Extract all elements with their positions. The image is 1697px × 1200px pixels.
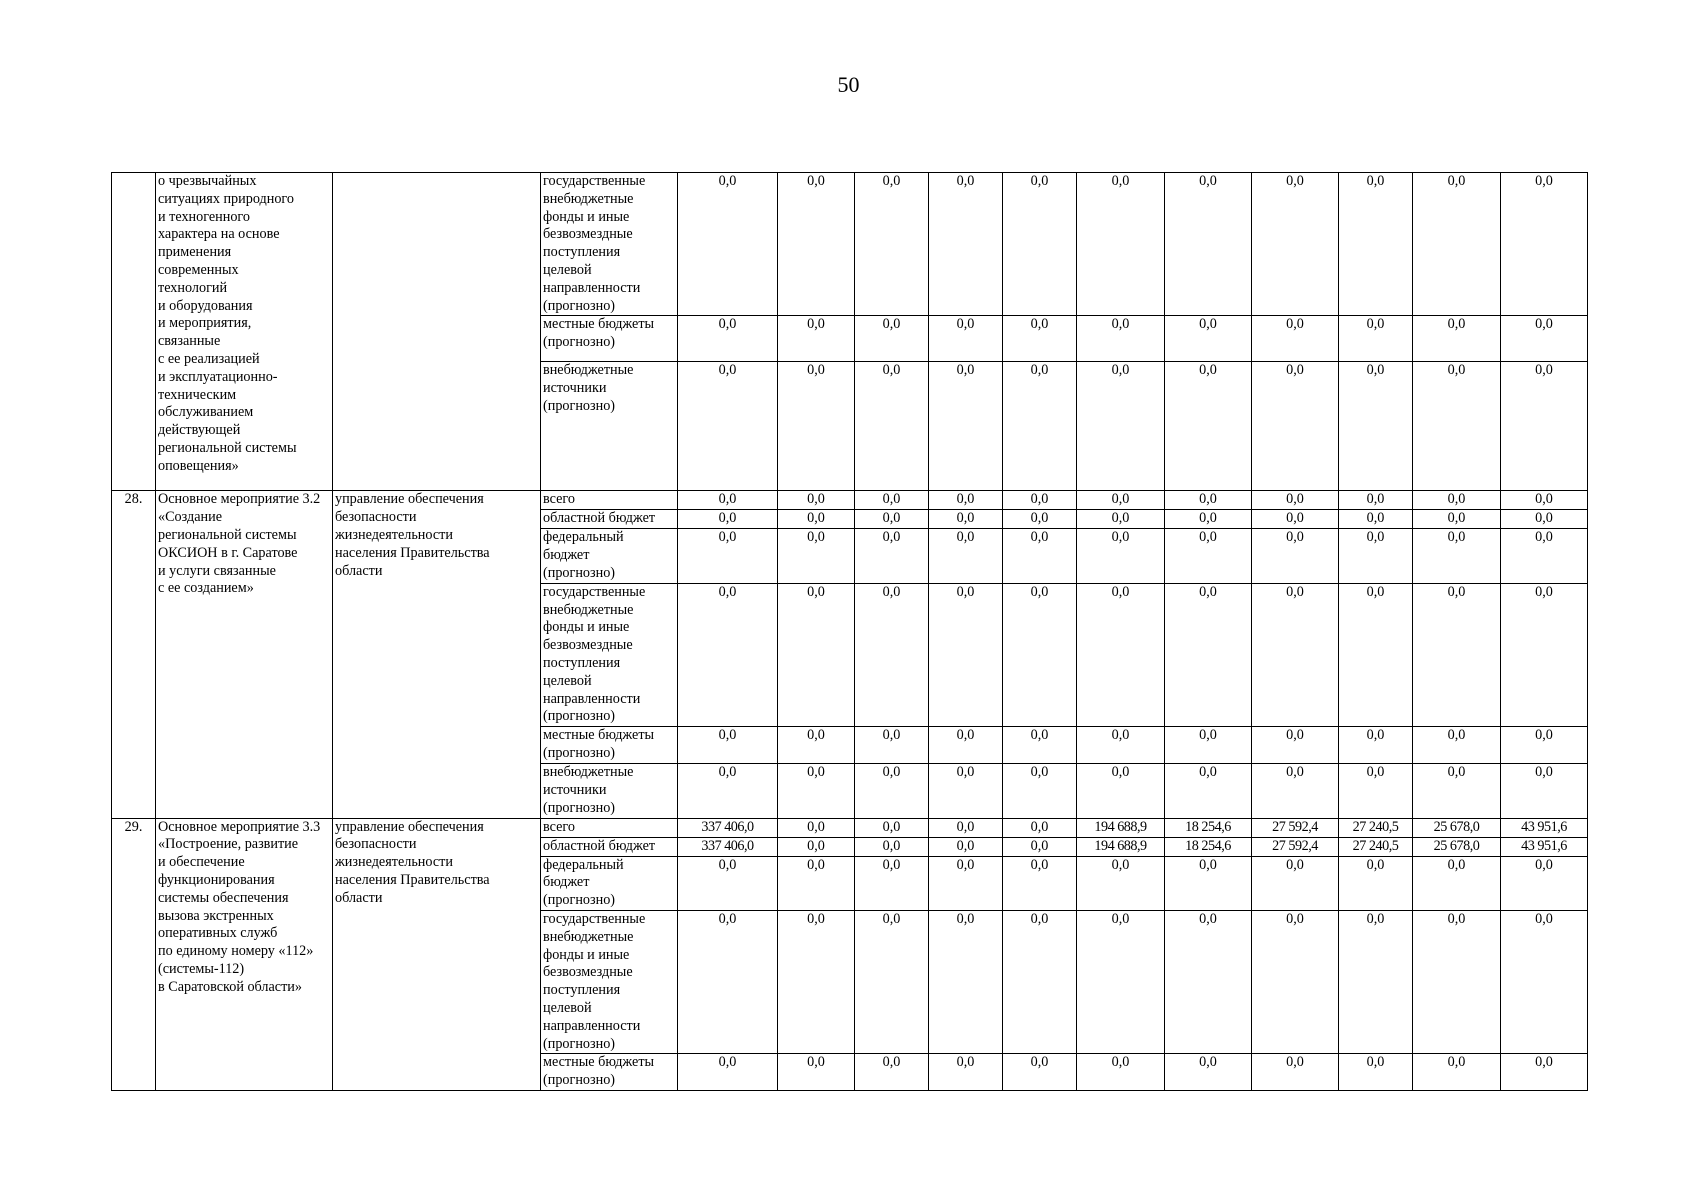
amount-cell: 0,0: [929, 764, 1003, 818]
amount-cell: 0,0: [1165, 529, 1252, 583]
funding-source-text: государственные внебюджетные фонды и иные безвозмездные поступления целевой направленности (прогнозно): [543, 173, 646, 314]
amount-cell: 0,0: [778, 583, 855, 726]
amount-cell: 0,0: [855, 727, 929, 764]
amount-cell: 0,0: [1077, 529, 1165, 583]
amount-cell: 0,0: [678, 856, 778, 910]
amount-cell: 0,0: [1339, 173, 1413, 316]
amount-cell: 0,0: [1165, 764, 1252, 818]
funding-source: [541, 856, 678, 910]
amount-cell: 0,0: [1339, 362, 1413, 491]
amount-cell: 0,0: [1413, 510, 1501, 529]
budget-table: [111, 172, 1588, 1091]
amount-cell: 0,0: [1413, 764, 1501, 818]
amount-cell: 0,0: [855, 837, 929, 856]
amount-cell: 0,0: [1501, 1054, 1588, 1091]
amount-cell: 0,0: [1339, 1054, 1413, 1091]
funding-source: [541, 1054, 678, 1091]
amount-cell: 0,0: [1501, 727, 1588, 764]
amount-cell: 0,0: [1003, 583, 1077, 726]
amount-cell: 27 592,4: [1252, 837, 1339, 856]
funding-source-text: областной бюджет: [543, 837, 656, 854]
amount-cell: 0,0: [678, 173, 778, 316]
amount-cell: 0,0: [1077, 764, 1165, 818]
executor: [333, 491, 541, 818]
amount-cell: 0,0: [1077, 173, 1165, 316]
amount-cell: 0,0: [929, 173, 1003, 316]
amount-cell: 0,0: [1165, 727, 1252, 764]
amount-cell: 0,0: [855, 764, 929, 818]
amount-cell: 0,0: [778, 910, 855, 1053]
amount-cell: 0,0: [1501, 583, 1588, 726]
amount-cell: 0,0: [929, 529, 1003, 583]
executor-text: управление обеспечения безопасности жизнедеятельности населения Правительства области: [335, 818, 490, 906]
amount-cell: 0,0: [678, 491, 778, 510]
amount-cell: 43 951,6: [1501, 818, 1588, 837]
amount-cell: 0,0: [855, 510, 929, 529]
amount-cell: 0,0: [678, 1054, 778, 1091]
funding-source: [541, 529, 678, 583]
amount-cell: 0,0: [1413, 910, 1501, 1053]
amount-cell: 0,0: [1413, 727, 1501, 764]
amount-cell: 0,0: [1252, 510, 1339, 529]
amount-cell: 0,0: [778, 856, 855, 910]
amount-cell: 0,0: [1077, 583, 1165, 726]
amount-cell: 0,0: [1339, 510, 1413, 529]
amount-cell: 0,0: [855, 583, 929, 726]
amount-cell: 0,0: [1165, 510, 1252, 529]
row-number: 29.: [112, 818, 156, 1091]
funding-source-text: внебюджетные источники (прогнозно): [543, 764, 634, 816]
amount-cell: 0,0: [929, 727, 1003, 764]
amount-cell: 0,0: [1003, 764, 1077, 818]
executor: [333, 818, 541, 1091]
amount-cell: 0,0: [678, 362, 778, 491]
amount-cell: 0,0: [1339, 529, 1413, 583]
amount-cell: 0,0: [1165, 491, 1252, 510]
table-row: [112, 173, 1588, 316]
amount-cell: 0,0: [778, 764, 855, 818]
funding-source: [541, 491, 678, 510]
amount-cell: 0,0: [1077, 510, 1165, 529]
amount-cell: 0,0: [678, 316, 778, 362]
amount-cell: 0,0: [1252, 173, 1339, 316]
amount-cell: 0,0: [929, 1054, 1003, 1091]
funding-source: [541, 510, 678, 529]
amount-cell: 0,0: [1339, 910, 1413, 1053]
funding-source-text: местные бюджеты (прогнозно): [543, 727, 655, 761]
amount-cell: 0,0: [778, 529, 855, 583]
amount-cell: 0,0: [1252, 727, 1339, 764]
amount-cell: 0,0: [1252, 529, 1339, 583]
executor-text: управление обеспечения безопасности жизнедеятельности населения Правительства области: [335, 491, 490, 579]
amount-cell: 18 254,6: [1165, 837, 1252, 856]
amount-cell: 0,0: [855, 818, 929, 837]
amount-cell: 0,0: [1077, 491, 1165, 510]
amount-cell: 0,0: [929, 818, 1003, 837]
amount-cell: 0,0: [855, 529, 929, 583]
amount-cell: 0,0: [855, 173, 929, 316]
funding-source: [541, 727, 678, 764]
funding-source-text: областной бюджет: [543, 510, 656, 527]
amount-cell: 0,0: [1077, 910, 1165, 1053]
amount-cell: 0,0: [1413, 362, 1501, 491]
amount-cell: 0,0: [1077, 727, 1165, 764]
amount-cell: 0,0: [855, 910, 929, 1053]
funding-source-text: внебюджетные источники (прогнозно): [543, 362, 634, 414]
measure-name: [156, 818, 333, 1091]
amount-cell: 0,0: [1003, 173, 1077, 316]
amount-cell: 0,0: [1003, 491, 1077, 510]
amount-cell: 0,0: [778, 837, 855, 856]
amount-cell: 0,0: [1003, 316, 1077, 362]
amount-cell: 0,0: [929, 856, 1003, 910]
amount-cell: 0,0: [1252, 764, 1339, 818]
amount-cell: 0,0: [1413, 316, 1501, 362]
amount-cell: 0,0: [1339, 856, 1413, 910]
funding-source-text: местные бюджеты (прогнозно): [543, 316, 655, 351]
amount-cell: 0,0: [1339, 583, 1413, 726]
funding-source-text: государственные внебюджетные фонды и иные безвозмездные поступления целевой направленности (прогнозно): [543, 583, 646, 725]
amount-cell: 0,0: [1003, 529, 1077, 583]
amount-cell: 0,0: [929, 316, 1003, 362]
amount-cell: 0,0: [1501, 173, 1588, 316]
amount-cell: 0,0: [1165, 856, 1252, 910]
amount-cell: 0,0: [1252, 362, 1339, 491]
row-number: [112, 173, 156, 491]
measure-name: [156, 491, 333, 818]
funding-source: [541, 362, 678, 491]
amount-cell: 0,0: [929, 362, 1003, 491]
amount-cell: 0,0: [929, 491, 1003, 510]
amount-cell: 0,0: [1252, 583, 1339, 726]
amount-cell: 18 254,6: [1165, 818, 1252, 837]
funding-source: [541, 316, 678, 362]
amount-cell: 0,0: [1165, 583, 1252, 726]
measure-name-text: Основное мероприятие 3.2 «Создание региональной системы ОКСИОН в г. Саратове и услуги связанные с ее созданием»: [158, 491, 321, 597]
amount-cell: 0,0: [678, 510, 778, 529]
amount-cell: 0,0: [678, 529, 778, 583]
amount-cell: 0,0: [1003, 362, 1077, 491]
amount-cell: 0,0: [678, 727, 778, 764]
amount-cell: 0,0: [1501, 316, 1588, 362]
amount-cell: 0,0: [1003, 1054, 1077, 1091]
funding-source-text: местные бюджеты (прогнозно): [543, 1054, 655, 1089]
amount-cell: 0,0: [1501, 764, 1588, 818]
amount-cell: 337 406,0: [678, 837, 778, 856]
amount-cell: 0,0: [1165, 910, 1252, 1053]
amount-cell: 0,0: [1413, 173, 1501, 316]
amount-cell: 0,0: [855, 316, 929, 362]
funding-source: [541, 764, 678, 818]
funding-source: [541, 837, 678, 856]
amount-cell: 0,0: [929, 837, 1003, 856]
amount-cell: 0,0: [1501, 856, 1588, 910]
amount-cell: 0,0: [778, 362, 855, 491]
amount-cell: 0,0: [929, 510, 1003, 529]
amount-cell: 0,0: [1077, 316, 1165, 362]
funding-source-text: федеральный бюджет (прогнозно): [543, 529, 624, 581]
table-row: [112, 491, 1588, 510]
amount-cell: 0,0: [1413, 1054, 1501, 1091]
amount-cell: 0,0: [1165, 362, 1252, 491]
amount-cell: 0,0: [855, 856, 929, 910]
amount-cell: 0,0: [1501, 910, 1588, 1053]
amount-cell: 0,0: [855, 362, 929, 491]
amount-cell: 0,0: [929, 910, 1003, 1053]
amount-cell: 0,0: [1252, 856, 1339, 910]
amount-cell: 0,0: [929, 583, 1003, 726]
measure-name: [156, 173, 333, 491]
amount-cell: 0,0: [1003, 856, 1077, 910]
amount-cell: 0,0: [1003, 837, 1077, 856]
funding-source-text: всего: [543, 818, 575, 835]
amount-cell: 0,0: [1252, 910, 1339, 1053]
funding-source: [541, 173, 678, 316]
amount-cell: 0,0: [1501, 491, 1588, 510]
amount-cell: 0,0: [1003, 818, 1077, 837]
amount-cell: 0,0: [1413, 856, 1501, 910]
amount-cell: 0,0: [1339, 491, 1413, 510]
measure-name-text: Основное мероприятие 3.3 «Построение, развитие и обеспечение функционирования системы обеспечения вызова экстренных оперативных служб по единому номеру «112» (системы-112) в Саратовской области»: [158, 818, 321, 995]
amount-cell: 0,0: [1501, 362, 1588, 491]
row-number: 28.: [112, 491, 156, 818]
amount-cell: 25 678,0: [1413, 818, 1501, 837]
funding-source: [541, 910, 678, 1053]
amount-cell: 0,0: [855, 491, 929, 510]
amount-cell: 0,0: [1003, 510, 1077, 529]
amount-cell: 0,0: [778, 510, 855, 529]
funding-source-text: всего: [543, 491, 575, 508]
table-body: [112, 173, 1588, 1091]
amount-cell: 0,0: [1339, 727, 1413, 764]
amount-cell: 0,0: [1003, 727, 1077, 764]
amount-cell: 0,0: [1165, 316, 1252, 362]
funding-source-text: федеральный бюджет (прогнозно): [543, 856, 624, 909]
amount-cell: 0,0: [1165, 1054, 1252, 1091]
amount-cell: 0,0: [1413, 529, 1501, 583]
amount-cell: 0,0: [678, 583, 778, 726]
amount-cell: 0,0: [855, 1054, 929, 1091]
amount-cell: 337 406,0: [678, 818, 778, 837]
measure-name-text: о чрезвычайных ситуациях природного и техногенного характера на основе применения современных технологий и оборудования и мероприятия, связанные с ее реализацией и эксплуатационно- техническим обслуживанием действующей региональной системы оповещения»: [158, 173, 297, 474]
amount-cell: 194 688,9: [1077, 837, 1165, 856]
amount-cell: 0,0: [778, 173, 855, 316]
amount-cell: 0,0: [1077, 856, 1165, 910]
amount-cell: 0,0: [778, 316, 855, 362]
amount-cell: 0,0: [778, 818, 855, 837]
amount-cell: 0,0: [1077, 362, 1165, 491]
amount-cell: 27 592,4: [1252, 818, 1339, 837]
amount-cell: 0,0: [778, 491, 855, 510]
funding-source: [541, 818, 678, 837]
amount-cell: 0,0: [1252, 1054, 1339, 1091]
amount-cell: 0,0: [778, 1054, 855, 1091]
amount-cell: 0,0: [778, 727, 855, 764]
amount-cell: 0,0: [1165, 173, 1252, 316]
amount-cell: 0,0: [1077, 1054, 1165, 1091]
amount-cell: 27 240,5: [1339, 818, 1413, 837]
amount-cell: 194 688,9: [1077, 818, 1165, 837]
amount-cell: 0,0: [1501, 510, 1588, 529]
amount-cell: 0,0: [1501, 529, 1588, 583]
table-row: [112, 818, 1588, 837]
amount-cell: 27 240,5: [1339, 837, 1413, 856]
amount-cell: 0,0: [1252, 491, 1339, 510]
amount-cell: 43 951,6: [1501, 837, 1588, 856]
funding-source: [541, 583, 678, 726]
executor: [333, 173, 541, 491]
amount-cell: 0,0: [1252, 316, 1339, 362]
amount-cell: 0,0: [1413, 583, 1501, 726]
funding-source-text: государственные внебюджетные фонды и иные безвозмездные поступления целевой направленности (прогнозно): [543, 910, 646, 1052]
amount-cell: 0,0: [678, 910, 778, 1053]
amount-cell: 0,0: [1003, 910, 1077, 1053]
amount-cell: 25 678,0: [1413, 837, 1501, 856]
amount-cell: 0,0: [1339, 764, 1413, 818]
amount-cell: 0,0: [1339, 316, 1413, 362]
page-number: 50: [837, 72, 860, 97]
amount-cell: 0,0: [1413, 491, 1501, 510]
amount-cell: 0,0: [678, 764, 778, 818]
